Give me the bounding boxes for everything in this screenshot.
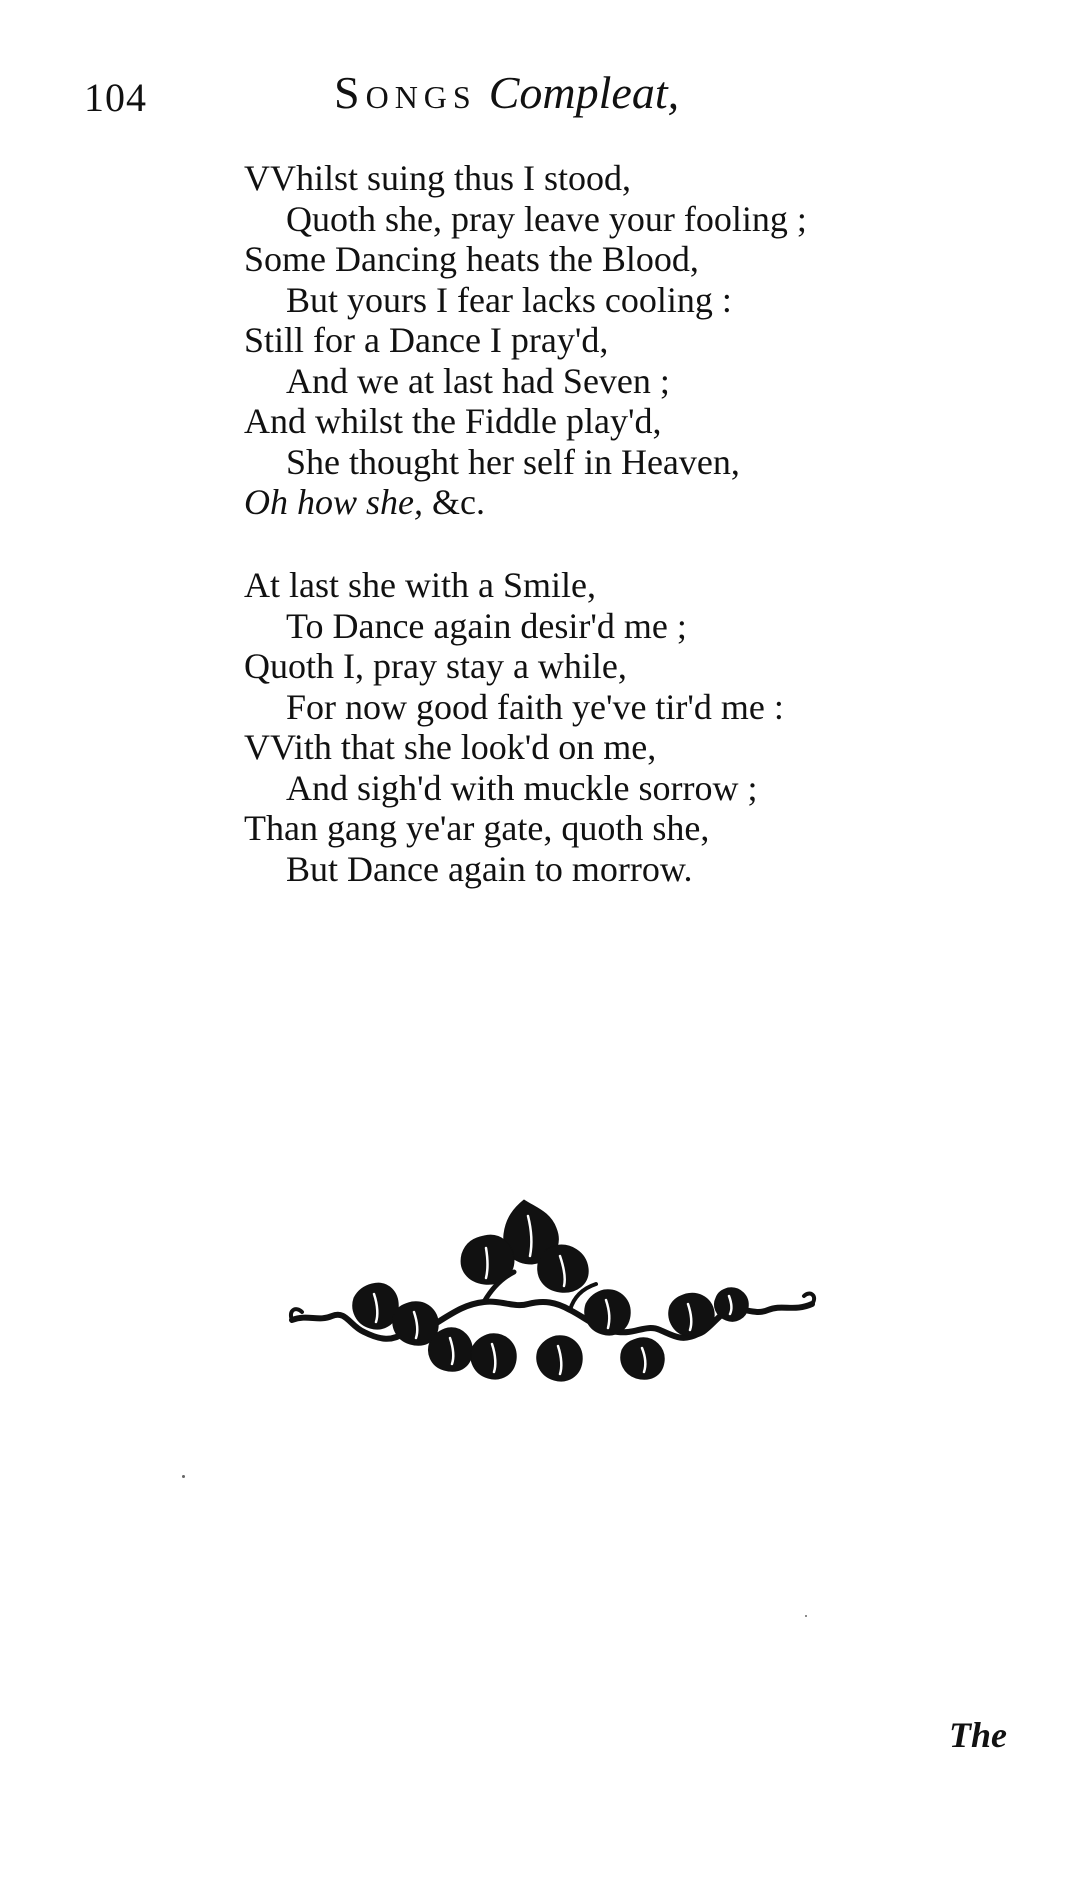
running-head-title: Songs [334, 67, 477, 118]
stanza-1 [244, 158, 807, 523]
verse-line: For now good faith ye've tir'd me : [286, 686, 784, 727]
verse-line: Some Dancing heats the Blood, [244, 239, 699, 279]
verse-line: But Dance again to morrow. [286, 848, 693, 889]
refrain-etc: &c. [423, 482, 485, 522]
running-head-subtitle: Compleat, [488, 67, 680, 118]
page-number: 104 [84, 75, 147, 120]
verse-line: And whilst the Fiddle play'd, [244, 401, 662, 441]
verse-line: And we at last had Seven ; [286, 360, 670, 401]
verse-line: She thought her self in Heaven, [286, 441, 740, 482]
refrain-line [244, 482, 807, 523]
verse-line: Quoth she, pray leave your fooling ; [286, 198, 807, 239]
verse-line: Still for a Dance I pray'd, [244, 320, 609, 360]
verse-line: At last she with a Smile, [244, 565, 596, 605]
running-head [334, 67, 680, 118]
paper-speck [805, 1615, 807, 1617]
refrain-italic: Oh how she, [244, 482, 423, 522]
catchword: The [949, 1715, 1007, 1755]
verse-line: VVhilst suing thus I stood, [244, 158, 632, 198]
verse-line: VVith that she look'd on me, [244, 727, 657, 767]
verse-line: But yours I fear lacks cooling : [286, 279, 732, 320]
ivy-vine-ornament-icon [288, 1192, 818, 1422]
verse-line: And sigh'd with muckle sorrow ; [286, 767, 758, 808]
verse-line: Than gang ye'ar gate, quoth she, [244, 808, 710, 848]
stanza-2 [244, 565, 784, 889]
paper-speck [182, 1475, 185, 1478]
verse-line: To Dance again desir'd me ; [286, 605, 687, 646]
verse-line: Quoth I, pray stay a while, [244, 646, 627, 686]
